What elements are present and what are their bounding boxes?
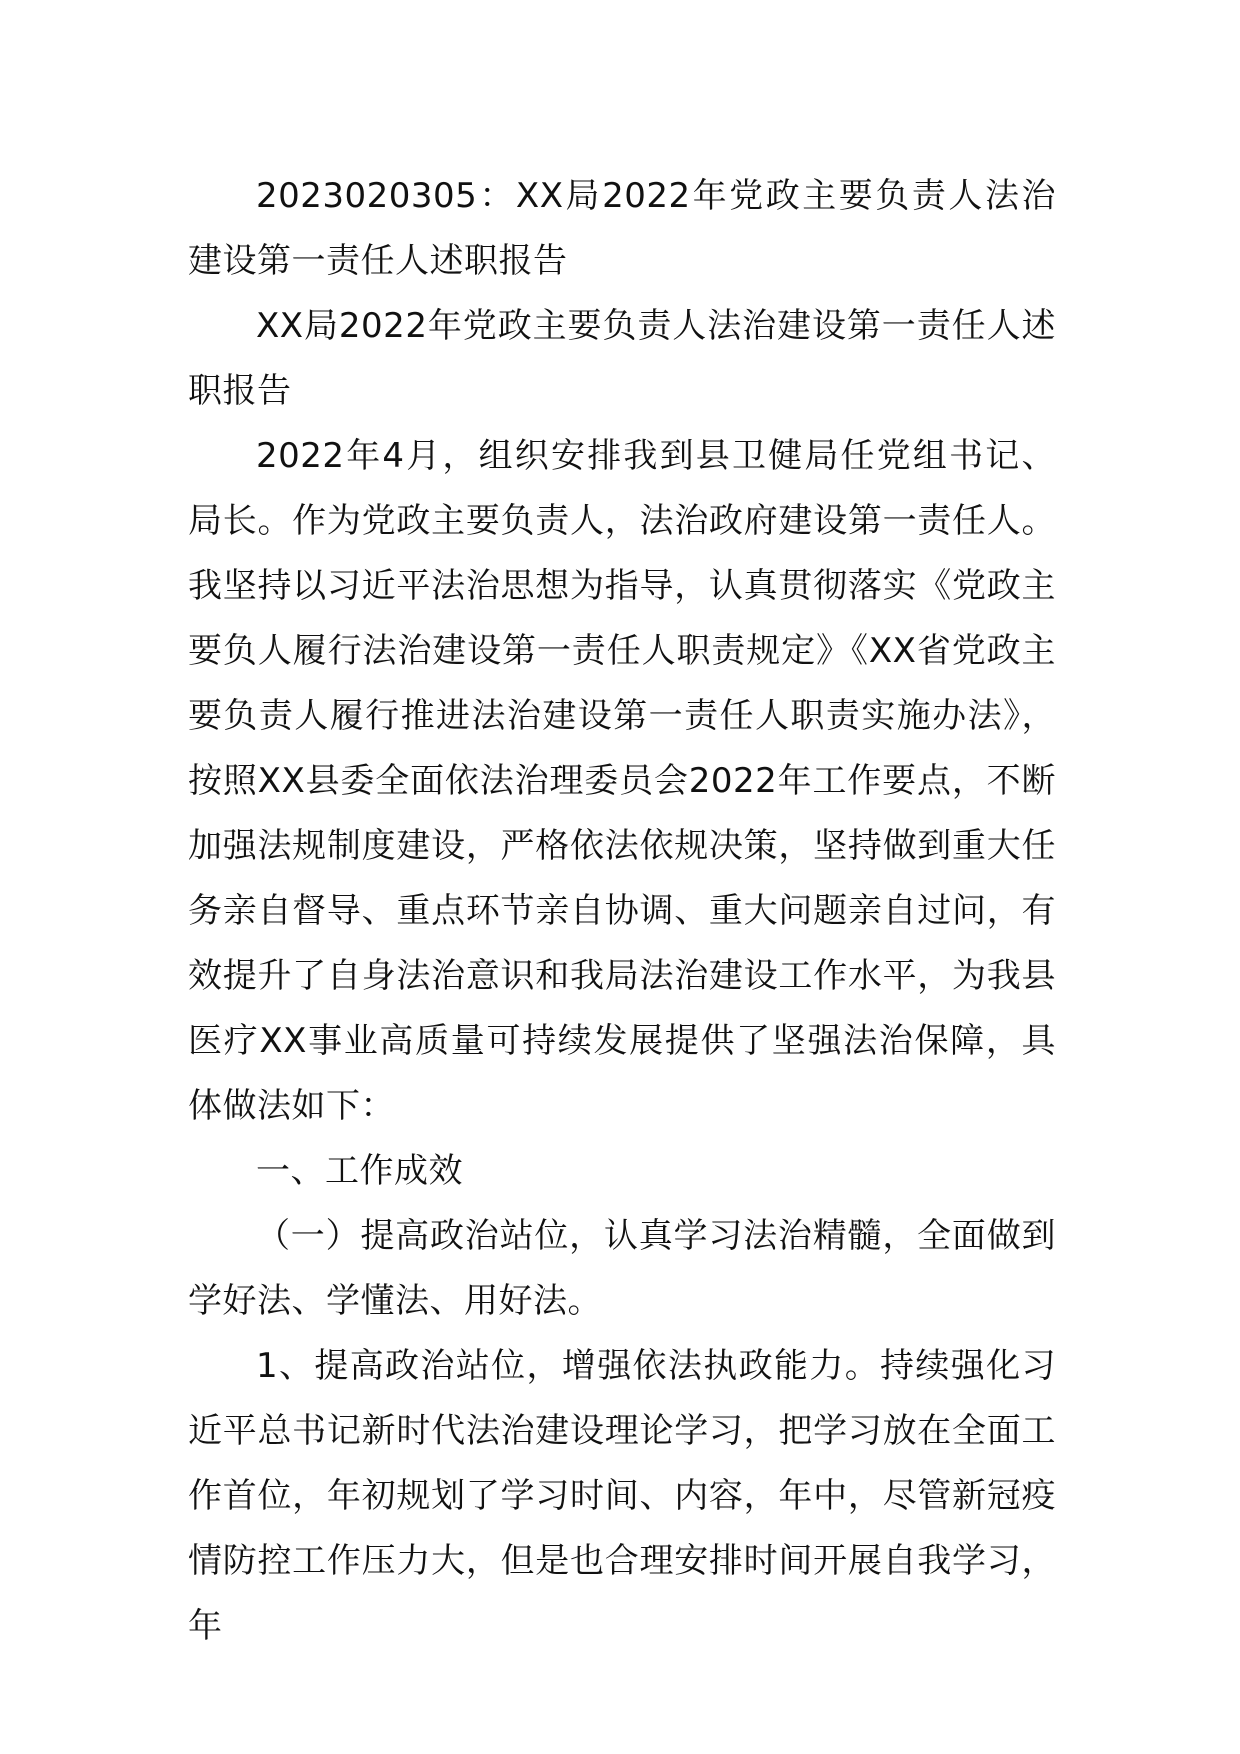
document-page [188,164,1056,1659]
item-paragraph: 1、提高政治站位，增强依法执政能力。持续强化习近平总书记新时代法治建设理论学习，把学习放在全面工作首位，年初规划了学习时间、内容，年中，尽管新冠疫情防控工作压力大，但是也合理安排时间开展自我学习，年 [188,1346,1056,1646]
subsection-heading: （一）提高政治站位，认真学习法治精髓，全面做到学好法、学懂法、用好法。 [188,1216,1056,1321]
section-heading: 一、工作成效 [256,1151,463,1191]
document-subtitle: XX局2022年党政主要负责人法治建设第一责任人述职报告 [188,306,1056,411]
document-title: 2023020305：XX局2022年党政主要负责人法治建设第一责任人述职报告 [188,176,1056,281]
intro-paragraph: 2022年4月，组织安排我到县卫健局任党组书记、局长。作为党政主要负责人，法治政府建设第一责任人。我坚持以习近平法治思想为指导，认真贯彻落实《党政主要负人履行法治建设第一责任人职责规定》《XX省党政主要负责人履行推进法治建设第一责任人职责实施办法》，按照XX县委全面依法治理委员会2022年工作要点，不断加强法规制度建设，严格依法依规决策，坚持做到重大任务亲自督导、重点环节亲自协调、重大问题亲自过问，有效提升了自身法治意识和我局法治建设工作水平，为我县医疗XX事业高质量可持续发展提供了坚强法治保障，具体做法如下： [188,436,1056,1126]
